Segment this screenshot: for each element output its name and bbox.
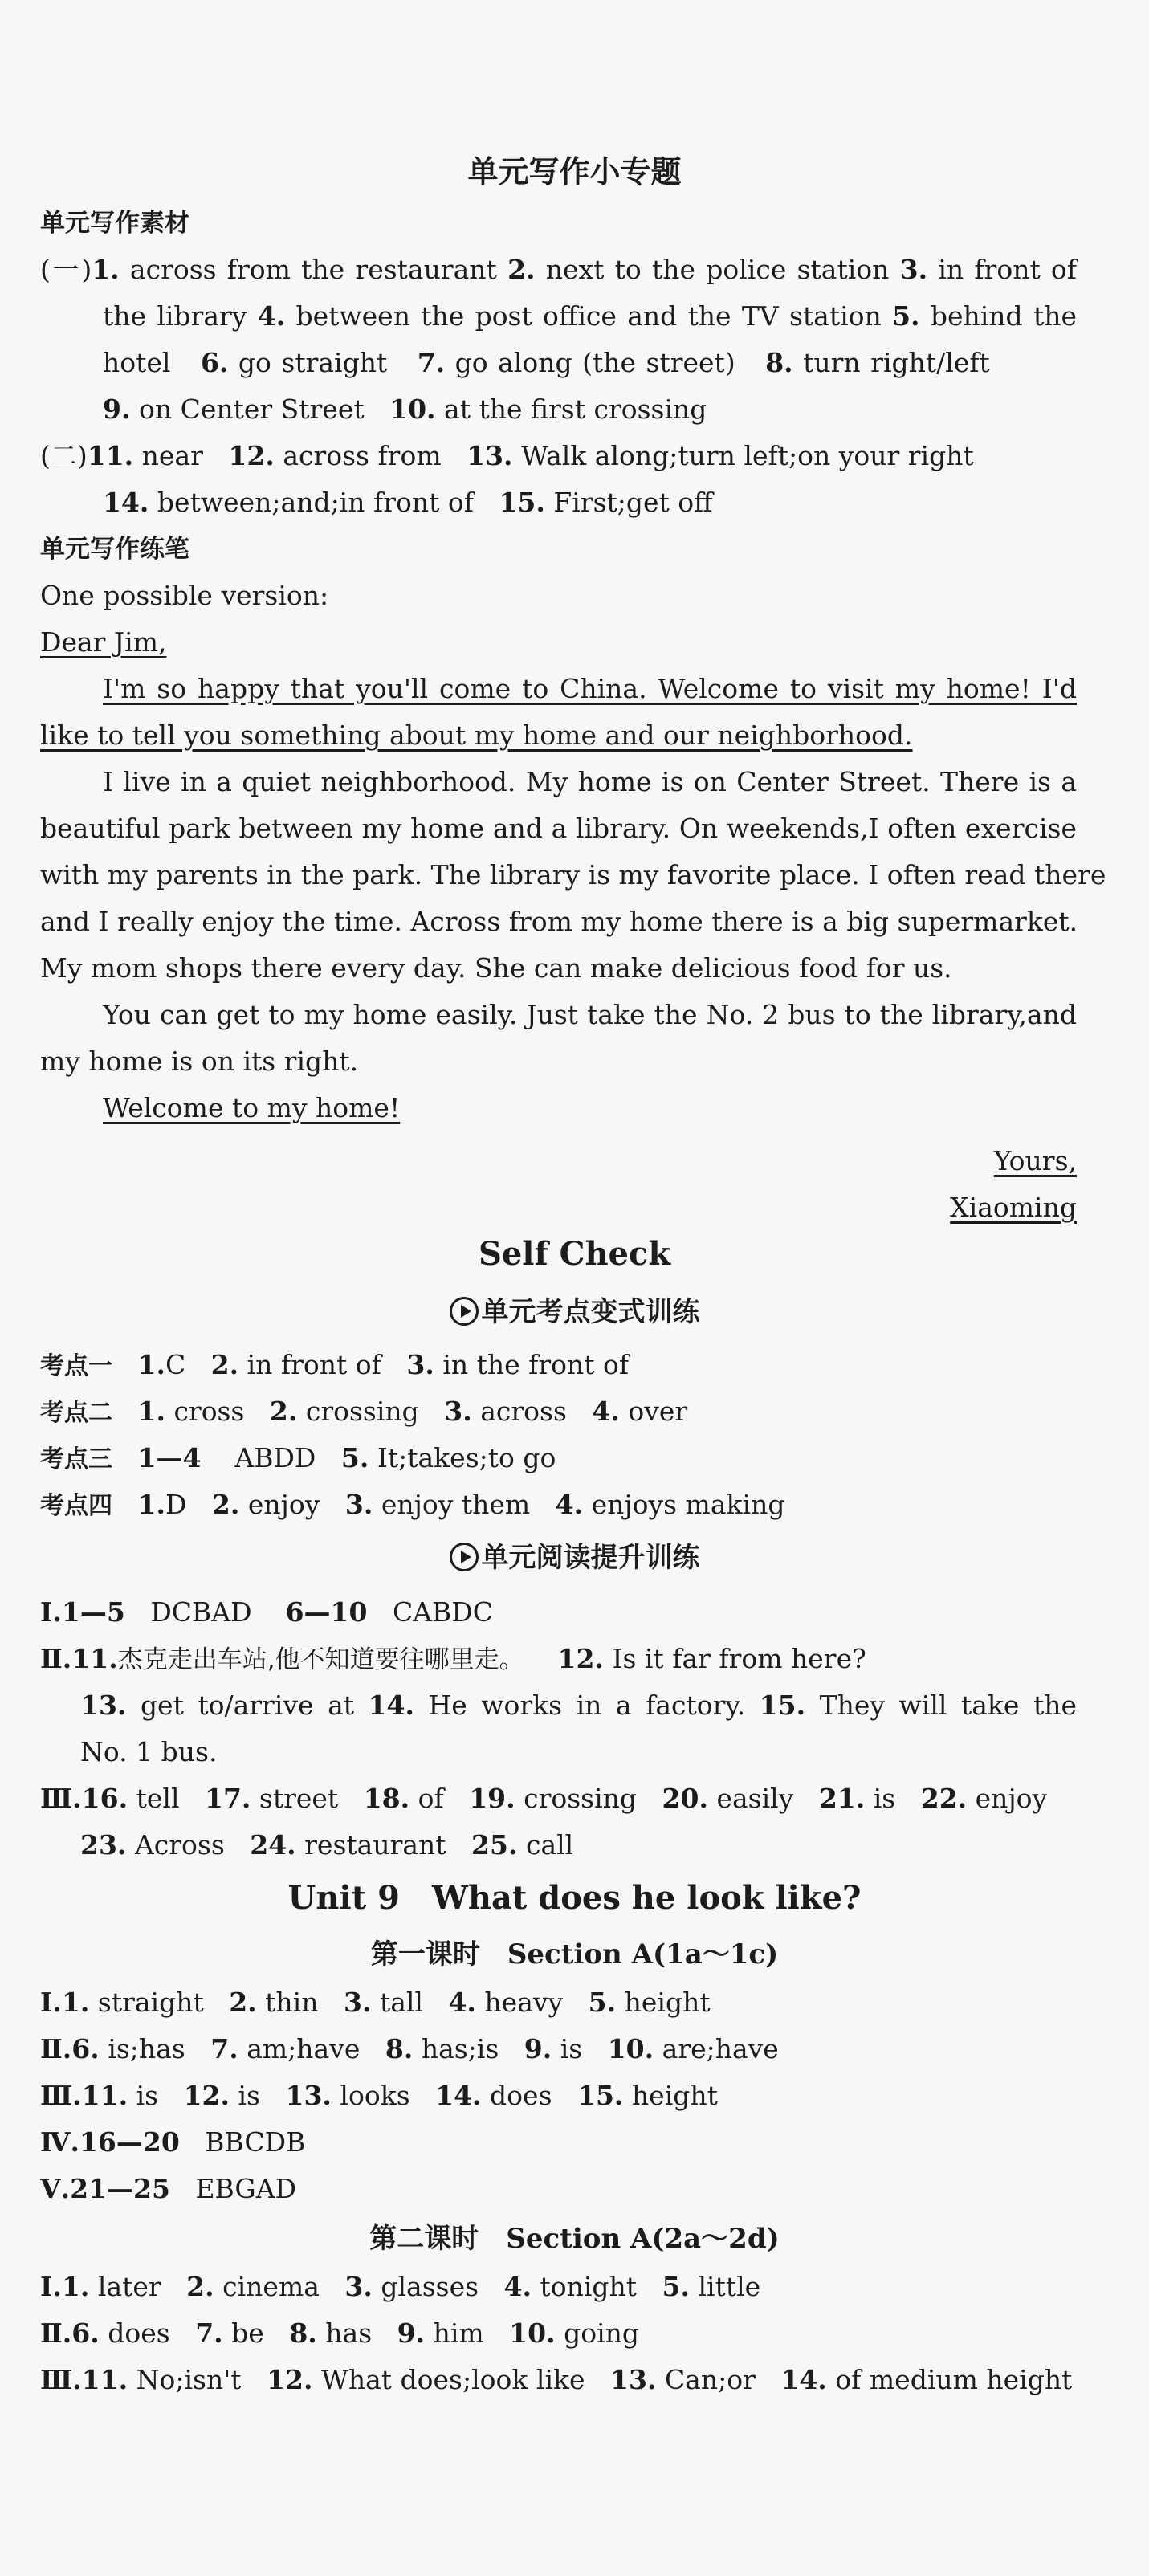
- answer-text: later: [97, 2271, 161, 2302]
- answer-text: get to/arrive at: [140, 1689, 355, 1721]
- item-number: 12.: [557, 1643, 604, 1674]
- item-number: 12.: [228, 440, 275, 471]
- answer-text: CABDC: [392, 1596, 493, 1628]
- item-number: 13.: [610, 2364, 657, 2395]
- item-number: 8.: [765, 347, 793, 378]
- item-number: 4.: [592, 1396, 620, 1427]
- answer-line: [103, 392, 1077, 427]
- item-number: 3.: [406, 1349, 434, 1380]
- practice-heading: 单元写作练笔: [40, 535, 189, 564]
- answer-line: [40, 1441, 1077, 1478]
- answer-text: 单元考点变式训练: [481, 1296, 700, 1328]
- item-number: 1—4: [137, 1442, 202, 1473]
- answer-line: [40, 2269, 1077, 2305]
- answer-text: is;has: [108, 2033, 185, 2064]
- item-number: 10.: [607, 2033, 654, 2064]
- letter-line: I live in a quiet neighborhood. My home is on Center Street. There is a: [103, 766, 1077, 797]
- item-number: 4.: [555, 1489, 584, 1520]
- answer-line: [40, 2032, 1077, 2067]
- item-number: Ⅱ.11.: [40, 1643, 118, 1674]
- answer-text: DCBAD: [150, 1596, 252, 1628]
- answer-text: at the first crossing: [444, 393, 707, 425]
- answer-text: little: [698, 2271, 761, 2302]
- answer-text: thin: [265, 1987, 319, 2018]
- letter-line: My mom shops there every day. She can make delicious food for us.: [40, 952, 952, 984]
- item-number: 4.: [503, 2271, 532, 2302]
- answer-text: 考点四: [40, 1492, 112, 1520]
- item-number: 11.: [87, 440, 134, 471]
- answer-text: between;and;in front of: [157, 487, 474, 518]
- answer-line: [40, 1394, 1077, 1431]
- answer-text: First;get off: [553, 487, 713, 518]
- answer-text: like to tell you something about my home and our neighborhood.: [40, 719, 913, 751]
- answer-text: I'm so happy that you'll come to China. Welcome to visit my home! I'd: [103, 673, 1077, 704]
- answer-text: of: [418, 1783, 444, 1814]
- answer-text: tall: [379, 1987, 423, 2018]
- item-number: 17.: [204, 1783, 251, 1814]
- item-number: 4.: [448, 1987, 476, 2018]
- item-number: 6—10: [285, 1596, 368, 1628]
- answer-text: street: [259, 1783, 339, 1814]
- letter-line: beautiful park between my home and a library. On weekends,I often exercise: [40, 813, 1077, 844]
- answer-text: go straight: [238, 347, 388, 378]
- answer-line: [80, 1828, 1077, 1863]
- item-number: 14.: [368, 1689, 414, 1721]
- answer-text: in the front of: [442, 1349, 630, 1380]
- answer-text: across from the restaurant: [129, 254, 497, 285]
- letter-line: with my parents in the park. The library is my favorite place. I often read there: [40, 859, 1106, 891]
- letter-line: [103, 1090, 1077, 1126]
- lesson2-title: 第二课时 Section A(2a～2d): [369, 2223, 780, 2255]
- item-number: 8.: [385, 2033, 414, 2064]
- answer-line: [40, 1985, 1077, 2020]
- answer-text: tonight: [540, 2271, 638, 2302]
- item-number: 9.: [103, 393, 131, 425]
- answer-text: hotel: [103, 347, 171, 378]
- item-number: 5.: [892, 300, 920, 332]
- item-number: 15.: [759, 1689, 806, 1721]
- answer-text: enjoy them: [381, 1489, 531, 1520]
- self-check-title: Self Check: [478, 1235, 671, 1273]
- item-number: 3.: [899, 254, 928, 285]
- answer-text: 考点二: [40, 1399, 112, 1427]
- item-number: 1.: [137, 1349, 165, 1380]
- answer-text: enjoy: [247, 1489, 320, 1520]
- item-number: 3.: [344, 2271, 373, 2302]
- answer-text: crossing: [305, 1396, 419, 1427]
- answer-text: Dear Jim,: [40, 626, 167, 658]
- item-number: 19.: [469, 1783, 515, 1814]
- materials-heading: 单元写作素材: [40, 209, 189, 238]
- item-number: Ⅰ.1.: [40, 1987, 90, 2018]
- answer-text: Across: [134, 1829, 225, 1861]
- answer-text: is: [560, 2033, 583, 2064]
- item-number: 9.: [397, 2317, 426, 2349]
- item-number: 18.: [363, 1783, 410, 1814]
- answer-text: heavy: [484, 1987, 564, 2018]
- answer-text: has;is: [421, 2033, 499, 2064]
- answer-text: 杰克走出车站,他不知道要往哪里走。: [117, 1645, 524, 1674]
- answer-text: looks: [340, 2080, 410, 2111]
- answer-line: [40, 252, 1077, 287]
- answer-text: straight: [97, 1987, 204, 2018]
- answer-line: [80, 1688, 1077, 1723]
- item-number: 23.: [80, 1829, 127, 1861]
- answer-text: Xiaoming: [950, 1192, 1077, 1223]
- item-number: 9.: [524, 2033, 552, 2064]
- answer-text: are;have: [662, 2033, 779, 2064]
- answer-text: Can;or: [664, 2364, 756, 2395]
- item-number: 25.: [471, 1829, 518, 1861]
- answer-text: is: [873, 1783, 896, 1814]
- answer-text: enjoy: [975, 1783, 1048, 1814]
- answer-text: 考点一: [40, 1352, 112, 1380]
- item-number: 12.: [183, 2080, 230, 2111]
- answer-text: Welcome to my home!: [103, 1092, 401, 1123]
- item-number: 2.: [269, 1396, 298, 1427]
- answer-text: is: [238, 2080, 260, 2111]
- item-number: Ⅱ.6.: [40, 2033, 100, 2064]
- letter-closing: [40, 1143, 1077, 1179]
- item-number: 3.: [343, 1987, 372, 2018]
- answer-text: EBGAD: [195, 2173, 297, 2204]
- item-number: 15.: [499, 487, 545, 518]
- answer-text: going: [564, 2317, 640, 2349]
- answer-text: They will take the: [819, 1689, 1077, 1721]
- answer-line: [40, 1347, 1077, 1384]
- answer-line: [40, 2316, 1077, 2351]
- reading-heading: [0, 1540, 1149, 1575]
- item-number: Ⅲ.16.: [40, 1783, 128, 1814]
- arrow-icon: [450, 1543, 479, 1571]
- item-number: Ⅰ.1.: [40, 2271, 90, 2302]
- letter-signature: [40, 1190, 1077, 1225]
- item-number: Ⅳ.16—20: [40, 2126, 180, 2158]
- answer-text: height: [631, 2080, 718, 2111]
- item-number: 5.: [340, 1442, 369, 1473]
- answer-text: call: [525, 1829, 574, 1861]
- answer-text: D: [165, 1489, 187, 1520]
- answer-text: between the post office and the TV station: [295, 300, 882, 332]
- item-number: Ⅰ.1—5: [40, 1596, 125, 1628]
- item-number: 3.: [344, 1489, 373, 1520]
- item-number: Ⅴ.21—25: [40, 2173, 170, 2204]
- answer-text: am;have: [247, 2033, 361, 2064]
- answer-text: over: [628, 1396, 688, 1427]
- answer-text: It;takes;to go: [377, 1442, 556, 1473]
- item-number: 2.: [186, 2271, 214, 2302]
- answer-line: [103, 299, 1077, 334]
- answer-text: behind the: [930, 300, 1078, 332]
- item-number: Ⅲ.11.: [40, 2080, 128, 2111]
- item-number: 7.: [417, 347, 446, 378]
- answer-text: across: [480, 1396, 567, 1427]
- answer-text: restaurant: [304, 1829, 446, 1861]
- answer-text: crossing: [524, 1783, 638, 1814]
- item-number: 2.: [211, 1489, 240, 1520]
- answer-line: [40, 1487, 1077, 1524]
- item-number: 24.: [250, 1829, 296, 1861]
- answer-text: enjoys making: [591, 1489, 785, 1520]
- letter-line: You can get to my home easily. Just take the No. 2 bus to the library,and: [103, 999, 1077, 1030]
- answer-text: is: [136, 2080, 159, 2111]
- item-number: 1.: [92, 254, 120, 285]
- item-number: 2.: [507, 254, 536, 285]
- item-number: 2.: [229, 1987, 257, 2018]
- item-number: 13.: [285, 2080, 332, 2111]
- item-number: 6.: [200, 347, 229, 378]
- item-number: 15.: [577, 2080, 624, 2111]
- answer-text: What does;look like: [320, 2364, 585, 2395]
- answer-line: [40, 2362, 1077, 2398]
- answer-text: the library: [103, 300, 247, 332]
- answer-text: BBCDB: [205, 2126, 306, 2158]
- item-number: 14.: [780, 2364, 827, 2395]
- item-number: 14.: [435, 2080, 482, 2111]
- answer-text: him: [433, 2317, 484, 2349]
- answer-line: [40, 2171, 1077, 2207]
- item-number: Ⅱ.6.: [40, 2317, 100, 2349]
- answer-line: [40, 2078, 1077, 2113]
- item-number: 7.: [195, 2317, 223, 2349]
- answer-text: He works in a factory.: [428, 1689, 746, 1721]
- answer-text: Yours,: [993, 1145, 1077, 1176]
- item-number: 8.: [289, 2317, 317, 2349]
- unit9-title: Unit 9 What does he look like?: [287, 1879, 862, 1917]
- answer-text: glasses: [381, 2271, 479, 2302]
- answer-text: does: [490, 2080, 552, 2111]
- letter-line: my home is on its right.: [40, 1045, 359, 1077]
- answer-text: cross: [173, 1396, 245, 1427]
- letter-line: [40, 718, 1077, 753]
- item-number: 12.: [267, 2364, 313, 2395]
- answer-text: C: [165, 1349, 186, 1380]
- answer-text: on Center Street: [138, 393, 365, 425]
- answer-line: No. 1 bus.: [80, 1736, 218, 1767]
- answer-text: cinema: [222, 2271, 320, 2302]
- answer-text: in front of: [938, 254, 1078, 285]
- answer-text: tell: [136, 1783, 180, 1814]
- answer-text: (一): [40, 254, 92, 285]
- item-number: 10.: [389, 393, 436, 425]
- answer-line: [40, 438, 1077, 474]
- answer-text: easily: [716, 1783, 794, 1814]
- answer-line: [40, 1595, 1077, 1630]
- answer-text: (二): [40, 440, 88, 471]
- answer-text: near: [141, 440, 203, 471]
- answer-line: [103, 485, 1077, 520]
- item-number: 20.: [662, 1783, 708, 1814]
- item-number: 4.: [257, 300, 286, 332]
- item-number: 2.: [210, 1349, 239, 1380]
- item-number: 14.: [103, 487, 149, 518]
- item-number: 1.: [137, 1396, 165, 1427]
- answer-text: has: [325, 2317, 373, 2349]
- item-number: 5.: [662, 2271, 690, 2302]
- answer-line: [103, 345, 1077, 381]
- arrow-icon: [450, 1297, 479, 1326]
- answer-text: turn right/left: [803, 347, 990, 378]
- item-number: 5.: [588, 1987, 617, 2018]
- answer-line: [40, 1641, 1077, 1677]
- answer-text: across from: [283, 440, 442, 471]
- letter-line: and I really enjoy the time. Across from my home there is a big supermarket.: [40, 906, 1078, 937]
- answer-text: 单元阅读提升训练: [481, 1542, 700, 1574]
- version-label: One possible version:: [40, 580, 329, 611]
- answer-line: [40, 1781, 1077, 1816]
- item-number: 10.: [509, 2317, 556, 2349]
- item-number: 21.: [818, 1783, 866, 1814]
- answer-text: No;isn't: [136, 2364, 242, 2395]
- answer-text: Is it far from here?: [612, 1643, 866, 1674]
- answer-text: in front of: [247, 1349, 381, 1380]
- answer-text: next to the police station: [545, 254, 890, 285]
- answer-text: go along (the street): [454, 347, 735, 378]
- item-number: 1.: [137, 1489, 165, 1520]
- kaodian-heading: [0, 1294, 1149, 1330]
- answer-text: Walk along;turn left;on your right: [521, 440, 974, 471]
- answer-text: be: [231, 2317, 264, 2349]
- answer-text: does: [108, 2317, 170, 2349]
- item-number: Ⅲ.11.: [40, 2364, 128, 2395]
- item-number: 13.: [467, 440, 513, 471]
- answer-text: of medium height: [835, 2364, 1073, 2395]
- item-number: 3.: [444, 1396, 472, 1427]
- answer-line: [40, 2125, 1077, 2160]
- writing-title: 单元写作小专题: [467, 154, 682, 190]
- answer-text: 考点三: [40, 1445, 112, 1473]
- salutation: [40, 625, 1077, 660]
- answer-text: ABDD: [234, 1442, 316, 1473]
- lesson1-title: 第一课时 Section A(1a～1c): [370, 1938, 779, 1971]
- item-number: 22.: [920, 1783, 968, 1814]
- answer-text: height: [624, 1987, 711, 2018]
- item-number: 13.: [80, 1689, 127, 1721]
- letter-line: [103, 671, 1077, 707]
- item-number: 7.: [210, 2033, 238, 2064]
